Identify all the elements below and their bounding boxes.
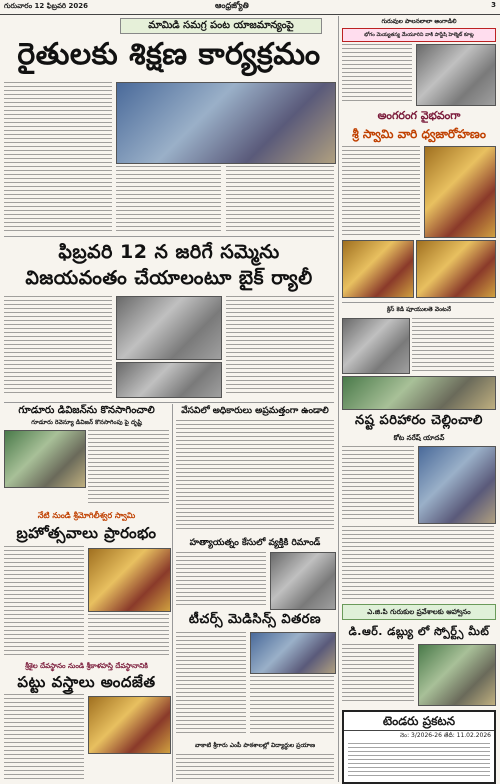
bottom-mid-body-text [176,754,334,782]
crop-body-text-2 [342,446,414,522]
srisailam-kicker: శ్రీశైల దేవస్థానం నుండి శ్రీకాళహస్తి దేవస్థానానికి [25,662,148,670]
right-top-photo [416,44,496,106]
srisailam-body-text [4,694,84,782]
murder-photo [270,552,336,610]
lead-photo [116,82,336,164]
lead-headline: రైతులకు శిక్షణ కార్యక్రమం [17,37,321,72]
crop-photo-3 [418,446,496,524]
crop-photo-2 [342,376,496,410]
strike-body-text-2 [226,296,334,396]
bottom-mid-headline: వాకాటి శ్రీగారు ఎంపీ పాఠశాలల్లో విద్యార్థుల ప్రయాణ [194,742,316,749]
temple-body-text [4,546,84,656]
divider [342,302,494,303]
tender-body-text [348,743,490,777]
flag-hoisting-photo-1 [424,146,496,238]
right-top-headline: శ్రీ స్వామి వారి ధ్వజారోహణం [352,127,486,141]
teachers-body-text-2 [250,676,334,736]
sports-photo [418,644,496,706]
gudur-kicker: గూడూరు రెవెన్యూ డివిజన్ కొనసాగింపు పై దృష్టి [31,419,142,426]
temple-headline: బ్రహోత్సవాలు ప్రారంభం [16,524,157,542]
lead-caption-text [116,166,221,232]
lead-body-text-2 [226,166,334,232]
crop-photo-1 [342,318,410,374]
lead-kicker: మామిడి సమగ్ర పంట యాజమాన్యంపై [120,18,322,34]
strike-headline-2: విజయవంతం చేయాలంటూ బైక్ ర్యాలీ [25,267,313,289]
gudur-headline: గూడూరు డివిజన్‌ను కొనసాగించాలి [18,405,155,416]
officials-headline: వేసవిలో అధికారులు అప్రమత్తంగా ఉండాలి [181,406,329,416]
flag-hoisting-photo-3 [416,240,496,298]
flag-hoisting-body-text [342,146,420,236]
sports-body-text [342,644,414,704]
crop-kicker: క్రిస్ కెడి పూయులతె వెంటనే [387,306,451,313]
teachers-photo [250,632,336,674]
strike-photo-2 [116,362,222,398]
paper-name: ఆంధ్రజ్యోతి [215,1,249,10]
officials-body-text [176,420,334,532]
crop-headline: నష్ట పరిహారం చెల్లించాలి [355,413,483,428]
right-mid-headline: డి.ఆర్. డబ్ల్యు లో స్పోర్ట్స్ మీట్ [348,625,490,638]
temple-photo [88,548,171,612]
divider [172,404,173,782]
right-mid-tag: ఎ.జి.పి గురుకుల ప్రవేశాలకు ఆహ్వానం [342,604,496,620]
strike-headline-1: ఫిబ్రవరి 12 న జరిగే సమ్మెను [58,241,280,263]
lead-body-text [4,82,112,232]
issue-date: గురువారం 12 ఫిబ్రవరి 2026 [4,2,89,10]
masthead [0,0,500,15]
flag-hoisting-photo-2 [342,240,414,298]
divider [338,16,339,782]
teachers-body-text [176,632,246,736]
right-top-body-text [342,44,412,104]
temple-body-text-2 [88,614,169,656]
tender-ref: నెం: 3/2026-26 తేదీ: 11.02.2026 [399,732,491,739]
srisailam-headline: పట్టు వస్త్రాలు అందజేత [17,673,156,691]
crop-body-text [412,318,494,372]
gudur-body-text [88,430,169,506]
srisailam-photo [88,696,171,754]
divider [4,402,334,403]
page-number: 3 [491,1,496,9]
tender-notice [342,710,496,784]
crop-sub: కోట నరేష్ యాదవ్ [393,434,445,442]
murder-body-text [176,552,266,608]
murder-headline: హత్యాయత్నం కేసులో వ్యక్తికి రిమాండ్ [189,538,321,548]
teachers-headline: టీచర్స్ మెడిసిన్స్ వితరణ [188,612,322,627]
gurukul-body-text [342,526,494,600]
strike-body-text [4,296,112,396]
right-top-tag: భోగం మెయ్యతస్య మేయూరిని వాకి పాస్టేషి హెల్మెట్ కూట్ల [342,28,496,42]
tender-title: టెండరు ప్రకటన [344,712,494,731]
right-top-kicker: గురువుల పాలనలాలా అంగాడిలి [381,18,457,25]
gudur-photo [4,430,86,488]
divider [4,236,334,237]
temple-kicker: నేటి నుండి శ్రీమోగిలీశ్వర స్వామి [37,511,136,520]
strike-photo-1 [116,296,222,360]
right-top-sub: అంగరంగ వైభవంగా [377,109,461,122]
